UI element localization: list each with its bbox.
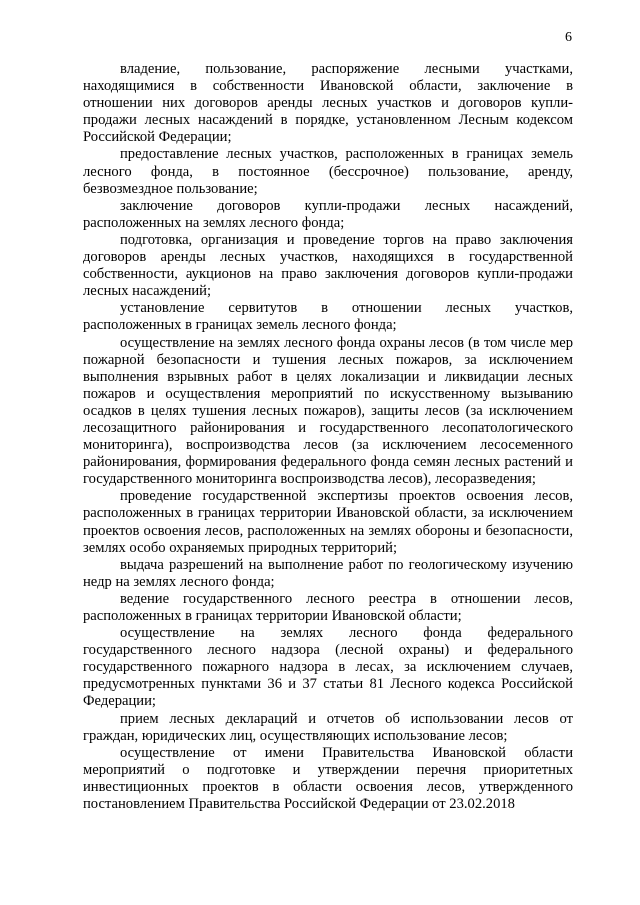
paragraph: осуществление от имени Правительства Ивановской области мероприятий о подготовке и утверждении перечня приоритетных инвестиционных проектов в области освоения лесов, утвержденного постановлением Правительства Российской Федерации от 23.02.2018	[83, 744, 573, 813]
paragraph: подготовка, организация и проведение торгов на право заключения договоров аренды лесных участков, находящихся в государственной собственности, аукционов на право заключения договоров купли-продажи лесных насаждений;	[83, 231, 573, 300]
paragraph: осуществление на землях лесного фонда федерального государственного лесного надзора (лесной охраны) и федерального государственного пожарного надзора в лесах, за исключением случаев, предусмотренных пунктами 36 и 37 статьи 81 Лесного кодекса Российской Федерации;	[83, 625, 573, 710]
paragraph: владение, пользование, распоряжение лесными участками, находящимися в собственности Ивановской области, заключение в отношении них договоров аренды лесных участков и договоров купли-продажи лесных насаждений в порядке, установленном Лесным кодексом Российской Федерации;	[83, 61, 573, 146]
paragraph: заключение договоров купли-продажи лесных насаждений, расположенных на землях лесного фонда;	[83, 197, 573, 231]
paragraph: выдача разрешений на выполнение работ по геологическому изучению недр на землях лесного фонда;	[83, 556, 573, 590]
page-number: 6	[565, 30, 572, 45]
document-body	[83, 61, 573, 813]
paragraph: проведение государственной экспертизы проектов освоения лесов, расположенных в границах территории Ивановской области, за исключением проектов освоения лесов, расположенных на землях обороны и безопасности, землях особо охраняемых природных территорий;	[83, 488, 573, 556]
paragraph: установление сервитутов в отношении лесных участков, расположенных в границах земель лесного фонда;	[83, 300, 573, 334]
paragraph: предоставление лесных участков, расположенных в границах земель лесного фонда, в постоянное (бессрочное) пользование, аренду, безвозмездное пользование;	[83, 146, 573, 197]
paragraph: прием лесных деклараций и отчетов об использовании лесов от граждан, юридических лиц, осуществляющих использование лесов;	[83, 710, 573, 744]
paragraph: осуществление на землях лесного фонда охраны лесов (в том числе мер пожарной безопасности и тушения лесных пожаров, за исключением выполнения взрывных работ в целях локализации и ликвидации лесных пожаров и осуществления мероприятий по искусственному вызыванию осадков в целях тушения лесных пожаров), защиты лесов (за исключением лесозащитного районирования и государственного лесопатологического мониторинга), воспроизводства лесов (за исключением лесосеменного районирования, формирования федерального фонда семян лесных растений и государственного мониторинга воспроизводства лесов), лесоразведения;	[83, 334, 573, 488]
paragraph: ведение государственного лесного реестра в отношении лесов, расположенных в границах территории Ивановской области;	[83, 590, 573, 624]
